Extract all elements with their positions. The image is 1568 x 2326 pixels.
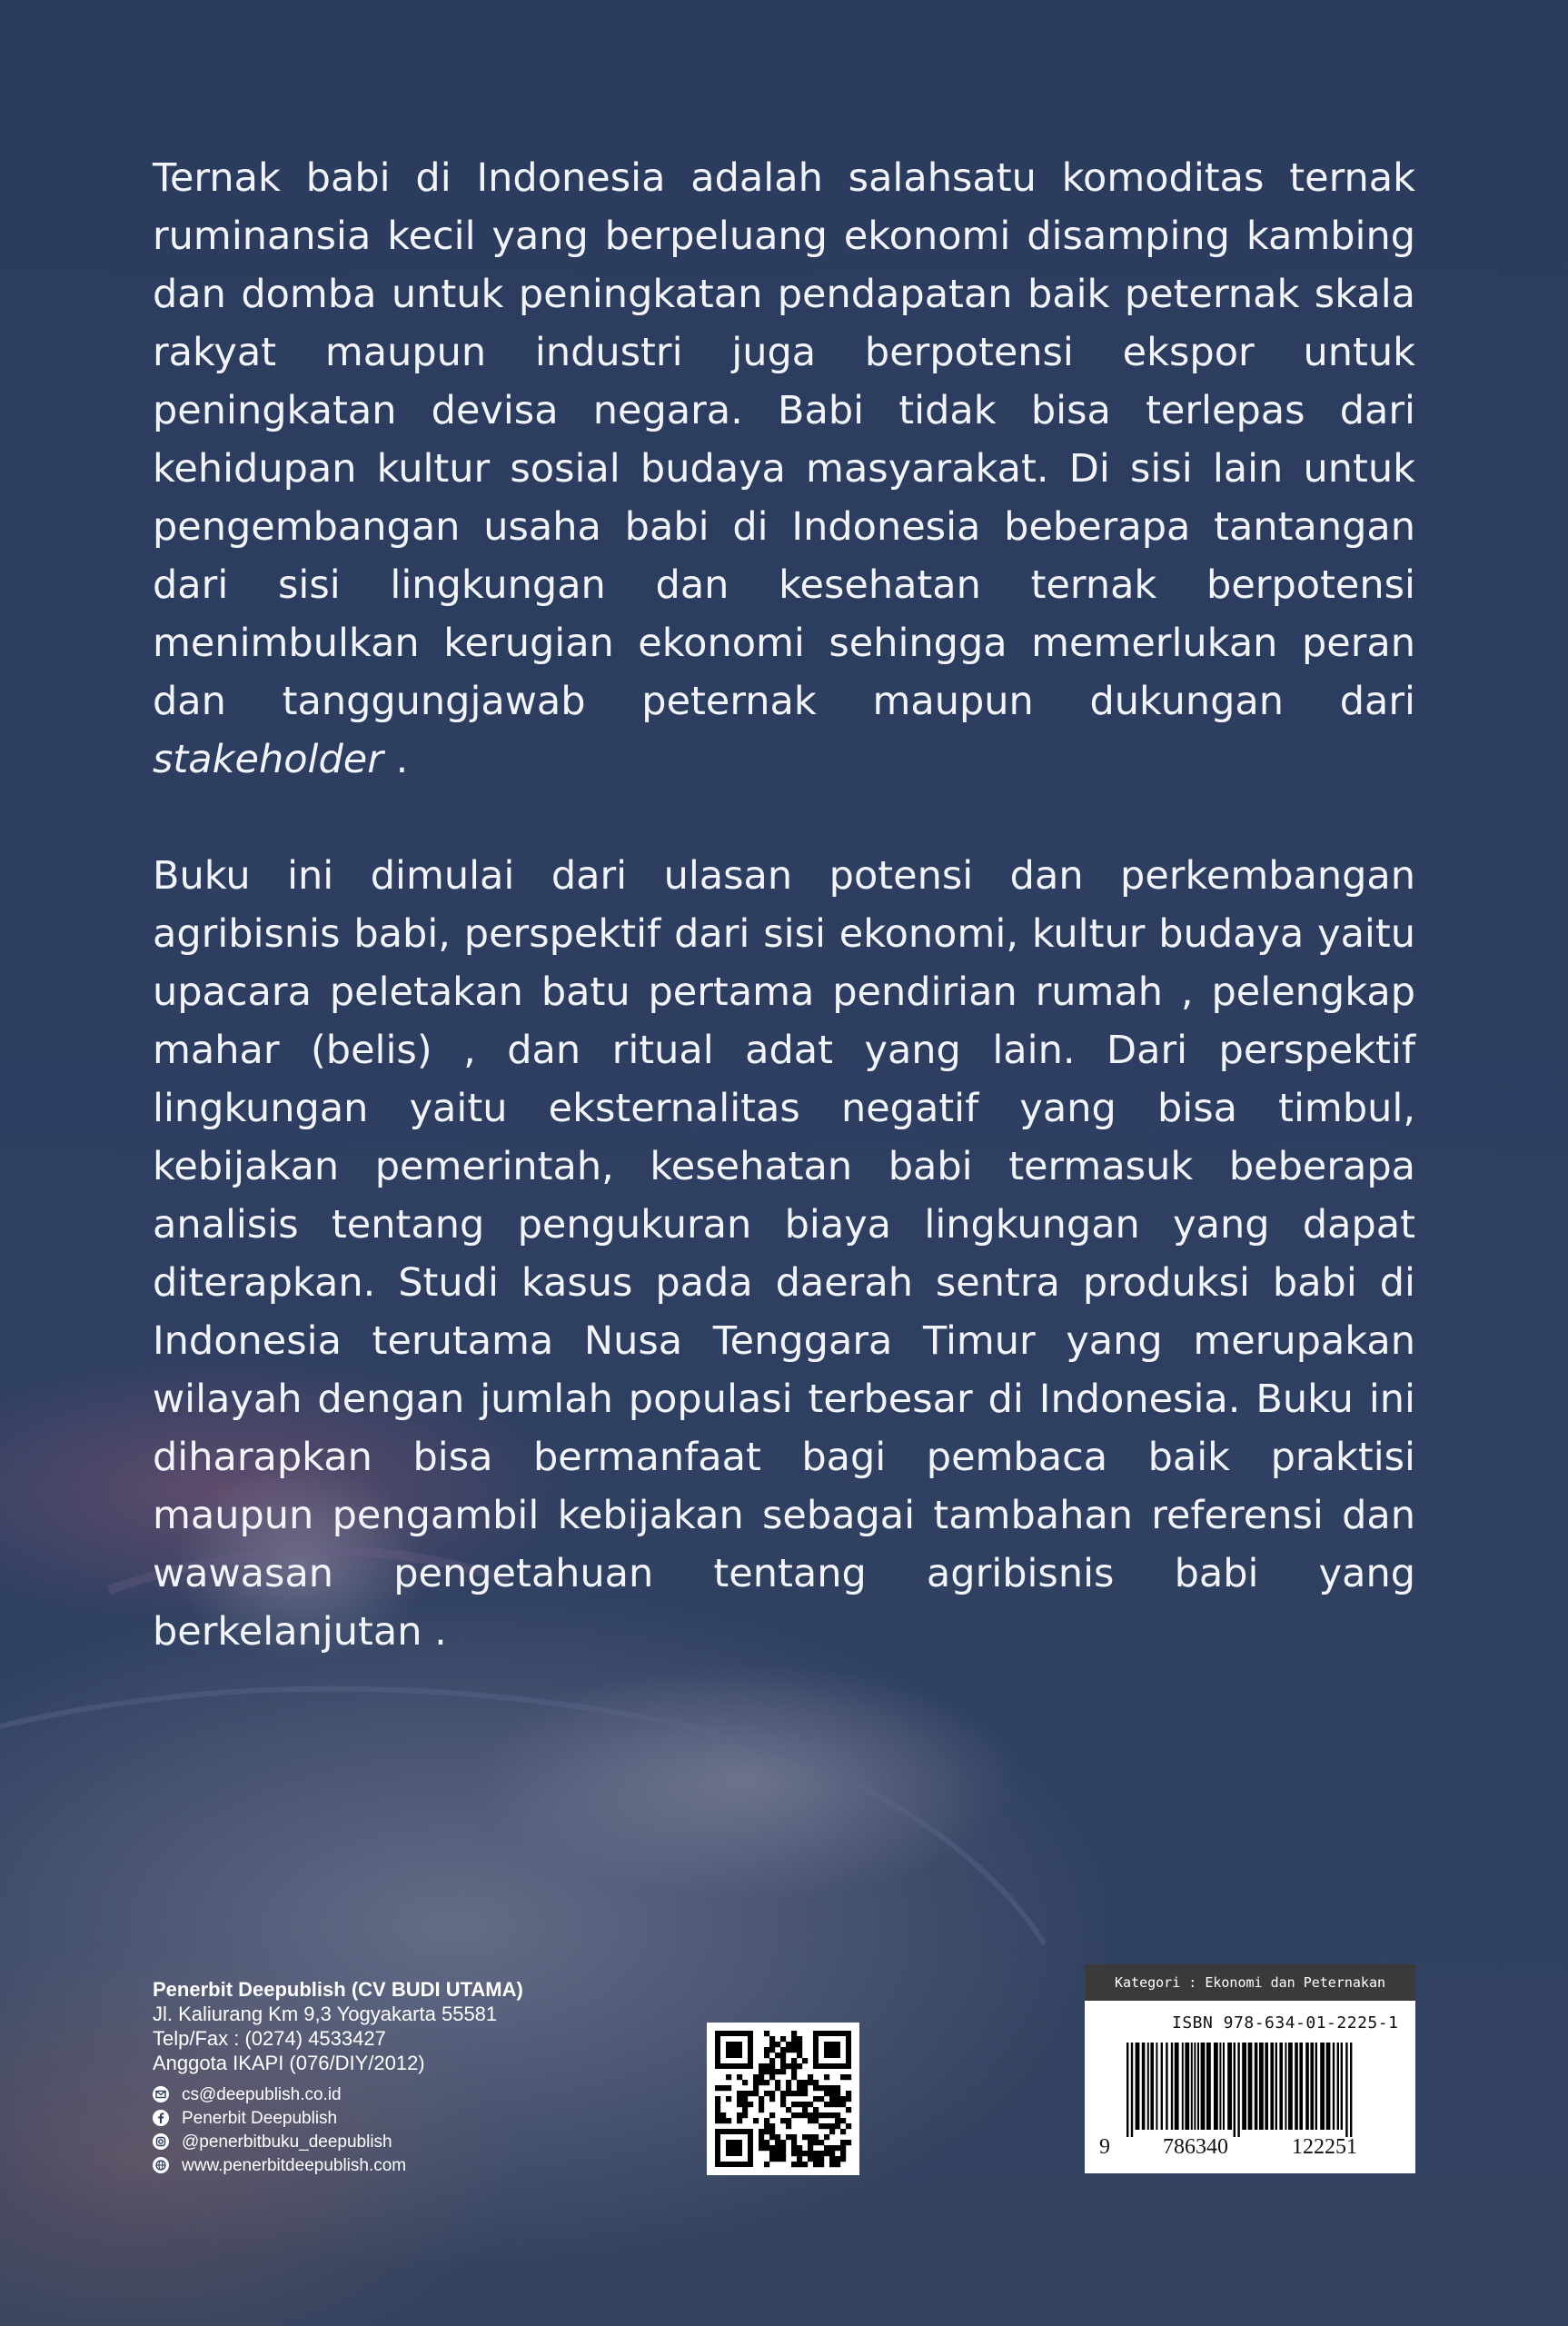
globe-icon [153, 2157, 169, 2173]
publisher-info [153, 1977, 625, 2177]
email-text: cs@deepublish.co.id [182, 2084, 342, 2104]
instagram-text: @penerbitbuku_deepublish [182, 2132, 392, 2152]
publisher-name: Penerbit Deepublish (CV BUDI UTAMA) [153, 1978, 523, 2001]
publisher-address: Jl. Kaliurang Km 9,3 Yogyakarta 55581 [153, 2003, 498, 2025]
isbn-text: ISBN 978-634-01-2225-1 [1172, 2013, 1399, 2033]
contact-instagram [153, 2130, 625, 2153]
publisher-phone: Telp/Fax : (0274) 4533427 [153, 2027, 386, 2050]
contact-email [153, 2082, 625, 2106]
email-icon [153, 2086, 169, 2102]
instagram-icon [153, 2133, 169, 2150]
barcode-bars [1126, 2043, 1390, 2137]
blurb-paragraph-2: Buku ini dimulai dari ulasan potensi dan perkembangan agribisnis babi, perspektif dari sisi ekonomi, kultur budaya yaitu upacara peletakan batu pertama pendirian rumah , pelengkap mahar (belis) , dan ritual adat yang lain. Dari perspektif lingkungan yaitu eksternalitas negatif yang bisa timbul, kebijakan pemerintah, kesehatan babi termasuk beberapa analisis tentang pengukuran biaya lingkungan yang dapat diterapkan. Studi kasus pada daerah sentra produksi babi di Indonesia terutama Nusa Tenggara Timur yang merupakan wilayah dengan jumlah populasi terbesar di Indonesia. Buku ini diharapkan bisa bermanfaat bagi pembaca baik praktisi maupun pengambil kebijakan sebagai tambahan referensi dan wawasan pengetahuan tentang agribisnis babi yang berkelanjutan . [153, 853, 1415, 1655]
qr-code [707, 2023, 859, 2175]
website-text: www.penerbitdeepublish.com [182, 2155, 407, 2175]
facebook-icon [153, 2110, 169, 2126]
barcode-number-lead: 9 [1099, 2135, 1110, 2159]
facebook-text: Penerbit Deepublish [182, 2108, 338, 2128]
back-cover-blurb [153, 149, 1415, 1661]
contact-facebook [153, 2106, 625, 2130]
barcode-number-right: 122251 [1292, 2135, 1357, 2159]
publisher-contacts [153, 2082, 625, 2177]
barcode-number-left: 786340 [1163, 2135, 1228, 2159]
contact-website [153, 2153, 625, 2177]
isbn-barcode-box [1085, 1964, 1415, 2173]
category-label: Kategori : Ekonomi dan Peternakan [1085, 1964, 1415, 2001]
publisher-member: Anggota IKAPI (076/DIY/2012) [153, 2052, 425, 2074]
blurb-paragraph-1: Ternak babi di Indonesia adalah salahsatu komoditas ternak ruminansia kecil yang berpeluang ekonomi disamping kambing dan domba untuk peningkatan pendapatan baik peternak skala rakyat maupun industri juga berpotensi ekspor untuk peningkatan devisa negara. Babi tidak bisa terlepas dari kehidupan kultur sosial budaya masyarakat. Di sisi lain untuk pengembangan usaha babi di Indonesia beberapa tantangan dari sisi lingkungan dan kesehatan ternak berpotensi menimbulkan kerugian ekonomi sehingga memerlukan peran dan tanggungjawab peternak maupun dukungan dari stakeholder . [153, 155, 1415, 782]
